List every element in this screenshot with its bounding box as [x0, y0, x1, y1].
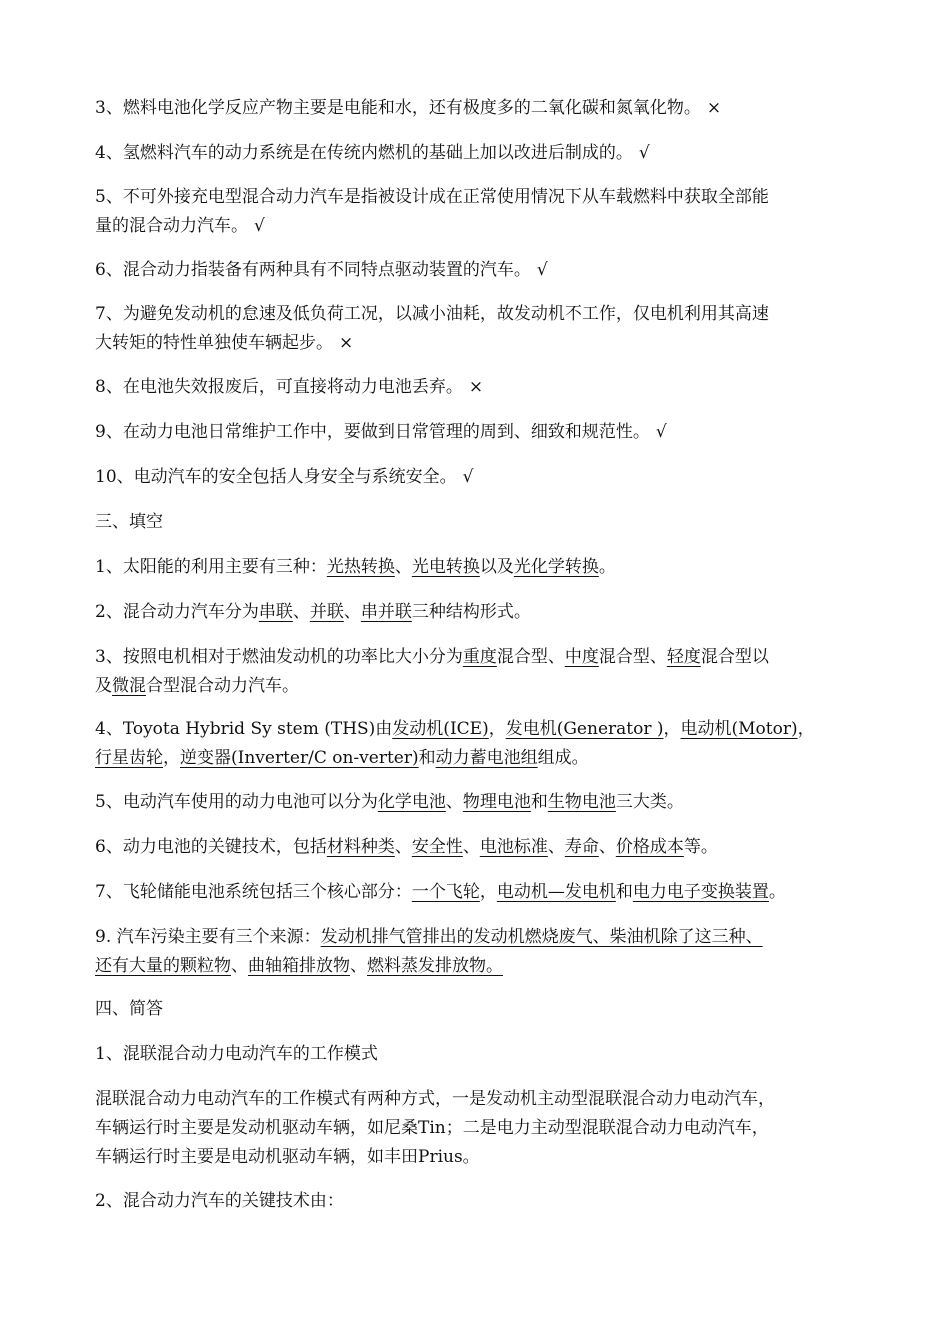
- answer-blank: 发电机(Generator ): [505, 719, 664, 739]
- answer-line: 车辆运行时主要是发动机驱动车辆，如尼桑Tin；二是电力主动型混联混合动力电动汽车，: [95, 1118, 769, 1138]
- fill-item-5: [95, 788, 860, 817]
- item-text-end: 等。: [683, 837, 718, 857]
- item-text: 4、氢燃料汽车的动力系统是在传统内燃机的基础上加以改进后制成的。: [95, 143, 633, 163]
- fill-item-7: [95, 878, 860, 907]
- item-text: 8、在电池失效报废后，可直接将动力电池丢弃。: [95, 377, 463, 397]
- item-text: 3、燃料电池化学反应产物主要是电能和水，还有极度多的二氧化碳和氮氧化物。: [95, 98, 701, 118]
- check-mark: √: [536, 260, 548, 280]
- fill-item-2: [95, 598, 860, 627]
- answer-blank: 曲轴箱排放物: [248, 956, 350, 976]
- item-text: 4、Toyota Hybrid Sy stem (THS)由: [95, 719, 393, 739]
- item-text-line1: 5、不可外接充电型混合动力汽车是指被设计成在正常使用情况下从车载燃料中获取全部能: [95, 187, 769, 207]
- separator: 和: [615, 882, 633, 902]
- answer-blank: 还有大量的颗粒物: [95, 956, 231, 976]
- answer-blank: 寿命: [564, 837, 599, 857]
- tf-item-8: [95, 373, 860, 402]
- answer-blank: 电动机—发电机: [496, 882, 616, 902]
- item-text: 6、混合动力指装备有两种具有不同特点驱动装置的汽车。: [95, 260, 531, 280]
- tf-item-10: [95, 463, 860, 492]
- item-text: 5、电动汽车使用的动力电池可以分为: [95, 792, 378, 812]
- fill-item-9: [95, 923, 860, 981]
- fill-item-3: [95, 643, 860, 701]
- item-text-line1: 7、为避免发动机的怠速及低负荷工况，以减小油耗，故发动机不工作，仅电机利用其高速: [95, 304, 769, 324]
- tf-item-3: [95, 94, 860, 123]
- item-text: 3、按照电机相对于燃油发动机的功率比大小分为: [95, 647, 463, 667]
- item-text-end: 。: [598, 557, 616, 577]
- separator: 、: [350, 956, 367, 976]
- wrong-mark: ×: [706, 98, 722, 118]
- answer-blank: 安全性: [411, 837, 463, 857]
- separator: 、: [445, 792, 463, 812]
- answer-blank: 串联: [258, 602, 293, 622]
- tf-item-4: [95, 139, 860, 168]
- section-heading-short: 四、简答: [95, 999, 163, 1019]
- item-text: 9. 汽车污染主要有三个来源：: [95, 927, 321, 947]
- answer-blank: 串并联: [360, 602, 412, 622]
- item-text: 1、太阳能的利用主要有三种：: [95, 557, 327, 577]
- item-text: 6、动力电池的关键技术，包括: [95, 837, 327, 857]
- answer-blank: 燃料蒸发排放物。: [367, 956, 503, 976]
- answer-blank: 光热转换: [326, 557, 395, 577]
- item-text: 2、混合动力汽车分为: [95, 602, 259, 622]
- separator: 和: [418, 748, 436, 768]
- answer-blank: 价格成本: [615, 837, 684, 857]
- tf-item-5: [95, 183, 860, 241]
- tf-item-7: [95, 300, 860, 358]
- answer-blank: 物理电池: [462, 792, 531, 812]
- section-heading-fill: 三、填空: [95, 512, 163, 532]
- separator: 、: [292, 602, 310, 622]
- item-text-line2: 大转矩的特性单独使车辆起步。: [95, 333, 333, 353]
- item-text-end: 组成。: [537, 748, 589, 768]
- item-text-end: 三种结构形式。: [411, 602, 531, 622]
- tf-item-6: [95, 256, 860, 285]
- separator: ，: [479, 882, 497, 902]
- answer-blank: 发动机(ICE): [392, 719, 489, 739]
- item-text-end: 。: [768, 882, 786, 902]
- check-mark: √: [655, 422, 667, 442]
- answer-blank: 化学电池: [377, 792, 446, 812]
- answer-line: 车辆运行时主要是电动机驱动车辆，如丰田Prius。: [95, 1147, 480, 1167]
- item-text-line2: 量的混合动力汽车。: [95, 216, 248, 236]
- fill-item-6: [95, 833, 860, 862]
- short-question-1-title: 1、混联混合动力电动汽车的工作模式: [95, 1044, 378, 1064]
- separator: ，: [663, 719, 681, 739]
- tf-item-9: [95, 418, 860, 447]
- fill-item-4: [95, 715, 860, 773]
- answer-blank: 中度: [564, 647, 599, 667]
- answer-blank: 光电转换: [411, 557, 480, 577]
- answer-blank: 行星齿轮: [95, 748, 163, 768]
- item-text: 10、电动汽车的安全包括人身安全与系统安全。: [95, 467, 457, 487]
- answer-blank: 动力蓄电池组: [435, 748, 538, 768]
- answer-blank: 电动机(Motor): [680, 719, 798, 739]
- answer-line: 混联混合动力电动汽车的工作模式有两种方式，一是发动机主动型混联混合动力电动汽车，: [95, 1089, 775, 1109]
- separator: 、: [547, 837, 565, 857]
- separator: 混合型、: [496, 647, 565, 667]
- fill-item-1: [95, 553, 860, 582]
- answer-blank: 逆变器(Inverter/C on-verter): [180, 748, 419, 768]
- answer-blank: 并联: [309, 602, 344, 622]
- separator: 、: [231, 956, 248, 976]
- item-text: 9、在动力电池日常维护工作中，要做到日常管理的周到、细致和规范性。: [95, 422, 650, 442]
- separator: ，: [488, 719, 506, 739]
- separator: ，: [163, 748, 180, 768]
- short-question-1-answer: [95, 1085, 860, 1172]
- answer-blank: 重度: [462, 647, 497, 667]
- answer-blank: 发动机排气管排出的发动机燃烧废气、柴油机除了这三种、: [320, 927, 763, 947]
- separator: 混合型以: [700, 647, 769, 667]
- separator: 、: [343, 602, 361, 622]
- answer-blank: 光化学转换: [513, 557, 599, 577]
- answer-blank: 轻度: [666, 647, 701, 667]
- wrong-mark: ×: [468, 377, 484, 397]
- separator: 、: [598, 837, 616, 857]
- check-mark: √: [254, 216, 265, 236]
- separator: 、: [394, 837, 412, 857]
- separator: 、: [462, 837, 480, 857]
- check-mark: √: [638, 143, 650, 163]
- item-text: 7、飞轮储能电池系统包括三个核心部分：: [95, 882, 412, 902]
- answer-blank: 微混: [112, 676, 146, 696]
- item-text-end: 三大类。: [615, 792, 684, 812]
- separator: 、: [394, 557, 412, 577]
- short-question-2-title: 2、混合动力汽车的关键技术由：: [95, 1191, 344, 1211]
- separator: 以及: [479, 557, 514, 577]
- item-text-end: 合型混合动力汽车。: [146, 676, 299, 696]
- answer-blank: 电力电子变换装置: [632, 882, 769, 902]
- check-mark: √: [462, 467, 474, 487]
- answer-blank: 生物电池: [547, 792, 616, 812]
- wrong-mark: ×: [339, 333, 354, 353]
- item-text: 及: [95, 676, 112, 696]
- separator: ，: [797, 719, 815, 739]
- answer-blank: 电池标准: [479, 837, 548, 857]
- separator: 和: [530, 792, 548, 812]
- separator: 混合型、: [598, 647, 667, 667]
- answer-blank: 材料种类: [326, 837, 395, 857]
- answer-blank: 一个飞轮: [411, 882, 480, 902]
